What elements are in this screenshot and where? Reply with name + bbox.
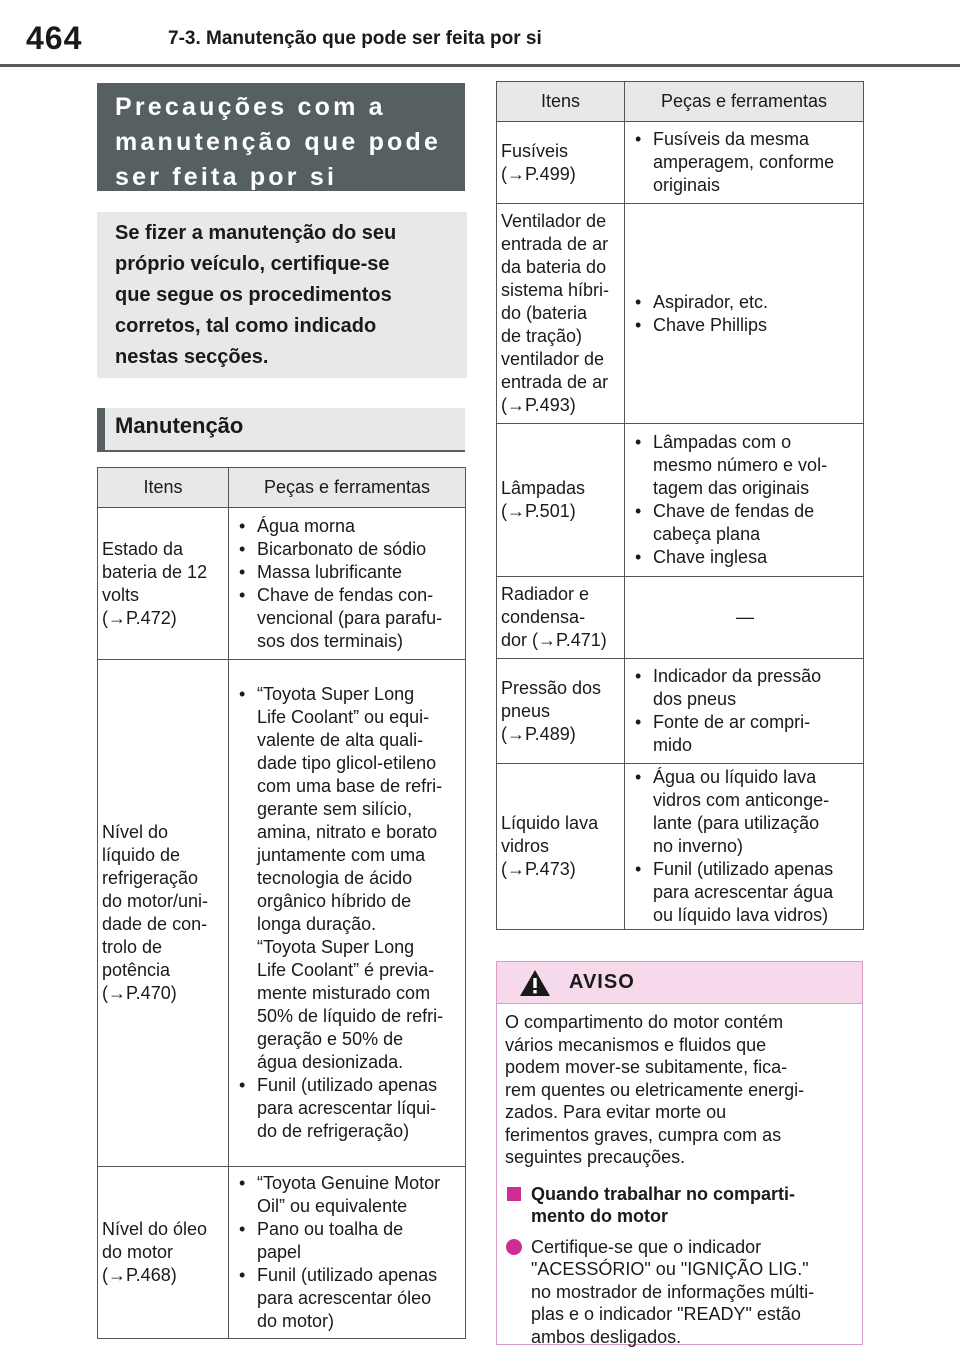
item-line: do motor [102,1242,174,1262]
item-line: (→P.468) [102,1265,177,1285]
list-item [235,1218,461,1264]
list-item-line: vidros com anticonge- [653,790,830,810]
col-header-items: Itens [98,468,229,508]
list-item [235,584,461,653]
intro-line: próprio veículo, certifique-se [115,253,390,275]
list-item-line: Life Coolant” ou equi- [257,707,430,727]
list-item [235,1074,461,1143]
item-line: Pressão dos [501,677,602,698]
intro-box [97,212,467,378]
item-line: (→P.472) [102,607,177,628]
table-row [497,577,864,659]
item-line: pneus [501,700,551,721]
list-item-line: tecnologia de ácido [257,868,413,888]
item-line: líquido de [102,845,181,865]
table-row [98,660,466,1167]
list-item-line: do motor) [257,1311,335,1331]
item-line: sistema híbri- [501,280,610,300]
item-line: (→P.489) [501,723,576,744]
list-item-line: • Chave Phillips [653,314,768,335]
section-title-box [97,83,465,191]
warning-text-line: ferimentos graves, cumpra com as [505,1124,782,1145]
warning-text-line: seguintes precauções. [505,1147,686,1167]
parts-cell: — [625,577,864,659]
list-item-line: lante (para utilização [653,813,820,833]
list-item [235,1172,461,1218]
list-item-line: do de refrigeração) [257,1121,410,1141]
warning-subheading-line: Quando trabalhar no comparti- [531,1183,796,1204]
item-line: Radiador e [501,584,590,604]
list-item-line: papel [257,1242,302,1262]
chapter-title: 7-3. Manutenção que pode ser feita por si [168,28,542,49]
item-line: potência [102,960,171,980]
warning-text-line: rem quentes ou eletricamente energi- [505,1079,805,1100]
parts-list [631,766,859,927]
list-item-line: • Massa lubrificante [257,561,403,582]
list-item [235,683,461,1074]
list-item [631,711,859,757]
warning-point-line: plas e o indicador "READY" estão [531,1304,801,1324]
list-item-line: no inverno) [653,836,744,856]
warning-text-line: zados. Para evitar morte ou [505,1102,727,1122]
list-item-line: • “Toyota Super Long [257,684,415,704]
table-row [497,204,864,424]
item-line: dade de con- [102,914,208,934]
list-item-line: • Fonte de ar compri- [653,712,811,732]
list-item-line: mido [653,735,693,755]
col-header-parts: Peças e ferramentas [625,82,864,122]
item-line: trolo de [102,937,163,957]
list-item-line: valente de alta quali- [257,730,424,750]
list-item [631,766,859,858]
list-item-line: • Chave inglesa [653,547,768,567]
parts-list [631,128,859,197]
warning-triangle-icon [519,969,551,997]
item-line: do (bateria [501,303,588,323]
item-cell [98,660,229,1167]
list-item-line: para acrescentar água [653,882,834,902]
list-item-line: mesmo número e vol- [653,455,828,475]
item-cell [497,122,625,204]
list-item [631,665,859,711]
item-line: Estado da [102,538,184,559]
item-cell [497,659,625,764]
warning-point [505,1236,852,1349]
item-line: (→P.470) [102,983,177,1003]
list-item-line: • Funil (utilizado apenas [653,859,834,879]
warning-title: AVISO [569,971,635,993]
item-cell [497,204,625,424]
intro-line: corretos, tal como indicado [115,315,377,337]
list-item-line: • Aspirador, etc. [653,291,769,312]
list-item-line: amperagem, conforme [653,152,835,172]
list-item-line: • Indicador da pressão [653,666,822,686]
list-item-line: longa duração. [257,914,377,934]
table-row [497,122,864,204]
warning-body [497,1004,862,1348]
warning-point-line: "ACESSÓRIO" ou "IGNIÇÃO LIG." [531,1259,809,1279]
list-item-line: • Chave de fendas de [653,501,815,521]
table-row [497,659,864,764]
warning-text [505,1011,852,1169]
parts-cell [625,204,864,424]
item-line: Líquido lava [501,813,599,833]
list-item [631,500,859,546]
maintenance-table-right [496,81,864,930]
list-item-line: originais [653,175,721,195]
parts-cell [625,764,864,930]
list-item-line: • Funil (utilizado apenas [257,1075,438,1095]
table-row [98,1167,466,1339]
item-line: (→P.501) [501,501,576,521]
parts-list [235,1172,461,1333]
parts-cell [229,1167,466,1339]
maintenance-table-left [97,467,466,1339]
list-item-line: amina, nitrato e borato [257,822,438,842]
item-line: dor (→P.471) [501,630,607,650]
item-line: Fusíveis [501,140,569,161]
list-item-line: orgânico híbrido de [257,891,412,911]
parts-list [235,515,461,653]
list-item-line: • Lâmpadas com o [653,432,792,452]
list-item-line: gerante sem silício, [257,799,413,819]
list-item [631,128,859,197]
square-bullet-icon [507,1187,521,1201]
page-number: 464 [26,20,83,56]
item-line: bateria de 12 [102,561,208,582]
intro-line: Se fizer a manutenção do seu [115,222,397,244]
list-item-line: • Fusíveis da mesma [653,129,810,149]
list-item-line: cabeça plana [653,524,761,544]
list-item [235,561,461,584]
list-item [235,538,461,561]
item-line: de tração) [501,326,583,346]
maintenance-heading: Manutenção [97,408,465,452]
list-item-line: dos pneus [653,689,737,709]
intro-line: nestas secções. [115,346,269,368]
item-line: Nível do [102,822,169,842]
parts-list [235,683,461,1143]
item-line: vidros [501,836,550,856]
item-line: refrigeração [102,868,199,888]
item-line: Lâmpadas [501,478,586,498]
list-item-line: • Pano ou toalha de [257,1219,404,1239]
table-row [497,424,864,577]
table-row [98,508,466,660]
list-item-line: • Chave de fendas con- [257,584,434,605]
list-item [631,314,859,337]
item-line: (→P.473) [501,859,576,879]
parts-cell [229,660,466,1167]
item-line: ventilador de [501,349,605,369]
warning-text-line: podem mover-se subitamente, fica- [505,1057,788,1077]
parts-cell [625,122,864,204]
list-item [235,515,461,538]
list-item-line: dade tipo glicol-etileno [257,753,437,773]
list-item-line: 50% de líquido de refri- [257,1006,444,1026]
parts-cell [229,508,466,660]
list-item-line: • Funil (utilizado apenas [257,1265,438,1285]
intro-line: que segue os procedimentos [115,284,392,306]
list-item-line: • “Toyota Genuine Motor [257,1173,441,1193]
parts-list [631,431,859,569]
col-header-items: Itens [497,82,625,122]
section-title-line: manutenção que pode [115,128,442,156]
item-line: do motor/uni- [102,891,209,911]
list-item-line: • Bicarbonato de sódio [257,538,427,559]
list-item-line: vencional (para parafu- [257,607,443,628]
list-item-line: • Água ou líquido lava [653,767,817,787]
parts-cell [625,659,864,764]
item-line: Nível do óleo [102,1219,208,1239]
list-item-line: mente misturado com [257,983,431,1003]
warning-point-line: no mostrador de informações múlti- [531,1281,815,1302]
item-cell [497,764,625,930]
item-cell [497,577,625,659]
item-cell [98,508,229,660]
list-item-line: geração e 50% de [257,1029,404,1049]
list-item-line: tagem das originais [653,478,810,498]
warning-point-line: Certifique-se que o indicador [531,1236,762,1257]
parts-list [631,291,859,337]
list-item-line: com uma base de refri- [257,776,443,796]
list-item [235,1264,461,1333]
list-item-line: ou líquido lava vidros) [653,905,829,925]
page-header [0,0,960,68]
item-line: Ventilador de [501,211,607,231]
section-title-line: ser feita por si [115,163,338,191]
list-item-line: para acrescentar líqui- [257,1098,437,1118]
list-item [631,431,859,500]
item-cell [497,424,625,577]
warning-text-line: O compartimento do motor contém [505,1012,784,1032]
warning-header [497,962,862,1004]
list-item-line: para acrescentar óleo [257,1288,432,1308]
parts-list [631,665,859,757]
col-header-parts: Peças e ferramentas [229,468,466,508]
item-line: condensa- [501,607,586,627]
item-line: entrada de ar [501,372,609,392]
list-item-line: sos dos terminais) [257,630,404,651]
item-line: da bateria do [501,257,607,277]
warning-subheading-line: mento do motor [531,1206,668,1226]
parts-cell [625,424,864,577]
header-rule [0,64,960,67]
list-item-line: Life Coolant” é previa- [257,960,435,980]
warning-box [496,961,863,1345]
item-line: (→P.493) [501,395,576,415]
item-line: (→P.499) [501,163,576,184]
warning-subheading [505,1183,852,1228]
circle-bullet-icon [506,1239,522,1255]
list-item-line: “Toyota Super Long [257,937,415,957]
list-item-line: água desionizada. [257,1052,404,1072]
list-item-line: • Água morna [257,515,356,536]
list-item-line: juntamente com uma [257,845,426,865]
item-line: volts [102,584,140,605]
table-row [497,764,864,930]
list-item [631,858,859,927]
warning-text-line: vários mecanismos e fluidos que [505,1034,767,1055]
item-cell [98,1167,229,1339]
list-item [631,291,859,314]
item-line: entrada de ar [501,234,609,254]
list-item [631,546,859,569]
warning-point-line: ambos desligados. [531,1326,682,1347]
list-item-line: Oil” ou equivalente [257,1196,408,1216]
section-title-line: Precauções com a [115,93,386,121]
